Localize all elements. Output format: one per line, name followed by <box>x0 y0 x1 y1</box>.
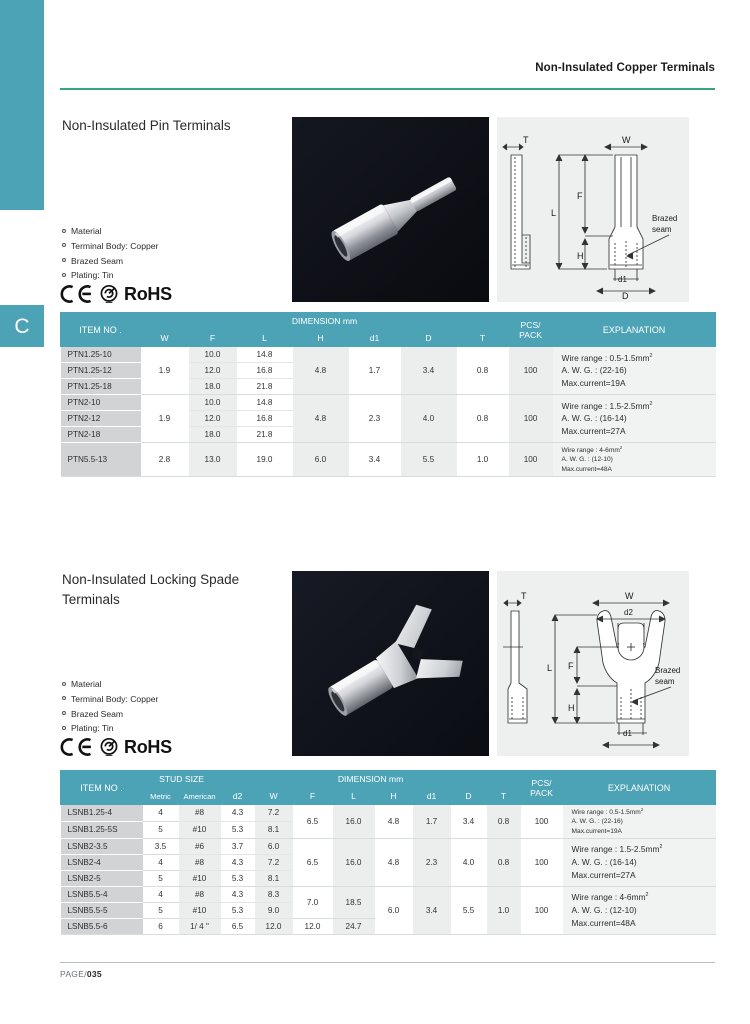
drawing-label-D: D <box>622 291 629 301</box>
expl-line1: Wire range : 1.5-2.5mm <box>561 400 650 411</box>
cell-item: LSNB2-4 <box>61 854 143 870</box>
list-item <box>62 254 158 269</box>
cell-item: LSNB1.25-4 <box>61 805 143 822</box>
drawing-label-L: L <box>551 208 557 218</box>
cell-D: 4.0 <box>401 395 457 443</box>
cell-metric: 5 <box>143 870 179 886</box>
cell-F: 12.0 <box>293 918 333 934</box>
expl-line1: Wire range : 0.5-1.5mm <box>561 352 650 363</box>
col-L: L <box>237 330 293 347</box>
col-group-dimension: DIMENSION mm <box>141 313 509 330</box>
drawing-label-W: W <box>622 135 631 145</box>
rohs-label: RoHS <box>124 284 172 304</box>
material-text: Brazed Seam <box>71 255 124 266</box>
col-pcs-pack <box>509 313 553 347</box>
col-D: D <box>401 330 457 347</box>
expl-line3: Max.current=19A <box>571 827 622 835</box>
bullet-icon <box>62 711 66 715</box>
cell-item: PTN5.5-13 <box>61 443 141 477</box>
cell-T: 0.8 <box>457 347 509 395</box>
cell-american: #10 <box>179 902 221 918</box>
col-pcs-line2: PACK <box>519 329 542 340</box>
cell-d1: 1.7 <box>413 805 451 839</box>
bullet-icon <box>62 696 66 700</box>
footer-divider <box>60 962 715 963</box>
certification-marks <box>60 736 172 758</box>
col-d1: d1 <box>413 788 451 805</box>
product-photo <box>292 117 489 302</box>
cell-metric: 4 <box>143 805 179 822</box>
certification-marks <box>60 283 172 305</box>
bullet-icon <box>62 726 66 730</box>
page-header <box>60 62 715 74</box>
cell-d2: 4.3 <box>221 805 255 822</box>
list-item <box>62 224 158 239</box>
col-d1: d1 <box>349 330 401 347</box>
drawing-callout-brazed-seam-line2: seam <box>652 225 672 234</box>
cell-american: #8 <box>179 854 221 870</box>
col-d2: d2 <box>221 788 255 805</box>
ce-icon <box>60 737 94 757</box>
cell-d2: 4.3 <box>221 854 255 870</box>
cell-pcs: 100 <box>521 805 563 839</box>
cell-T: 1.0 <box>487 886 521 934</box>
cell-item: LSNB1.25-5S <box>61 821 143 838</box>
cell-d1: 2.3 <box>413 838 451 886</box>
col-pcs-pack <box>521 771 563 805</box>
rohs-label: RoHS <box>124 737 172 757</box>
technical-drawing <box>497 117 689 302</box>
cell-item: LSNB5.5-4 <box>61 886 143 902</box>
cell-L: 16.0 <box>333 805 375 839</box>
expl-line3: Max.current=48A <box>571 917 636 928</box>
pin-terminal-photo-render <box>292 117 489 302</box>
cell-L: 14.8 <box>237 347 293 363</box>
cell-W: 9.0 <box>255 902 293 918</box>
table-header-row <box>61 771 716 788</box>
cell-american: #6 <box>179 838 221 854</box>
footer-label: PAGE/ <box>60 969 87 979</box>
cell-d1: 1.7 <box>349 347 401 395</box>
cell-american: #8 <box>179 886 221 902</box>
col-L: L <box>333 788 375 805</box>
col-F: F <box>189 330 237 347</box>
drawing-label-T: T <box>523 135 529 145</box>
cell-item: LSNB2-5 <box>61 870 143 886</box>
cell-pcs: 100 <box>521 838 563 886</box>
drawing-label-d1: d1 <box>623 729 632 738</box>
drawing-callout-brazed-seam-line1: Brazed <box>655 666 681 675</box>
rohs-compliance-icon <box>99 737 119 757</box>
cell-H: 4.8 <box>375 838 413 886</box>
cell-american: #8 <box>179 805 221 822</box>
material-text: Brazed Seam <box>71 708 124 719</box>
cell-W: 1.9 <box>141 395 189 443</box>
cell-D: 3.4 <box>451 805 487 839</box>
expl-line2: A. W. G. : (12-10) <box>561 456 613 464</box>
drawing-callout-brazed-seam-line1: Brazed <box>652 214 678 223</box>
cell-F: 13.0 <box>189 443 237 477</box>
bullet-icon <box>62 682 66 686</box>
cell-metric: 5 <box>143 821 179 838</box>
col-pcs-line1: PCS/ <box>531 777 552 788</box>
col-pcs-line2: PACK <box>530 787 553 798</box>
spec-table-pin-terminals <box>60 312 716 477</box>
cell-F: 7.0 <box>293 886 333 918</box>
cell-T: 0.8 <box>487 838 521 886</box>
cell-american: 1/ 4 " <box>179 918 221 934</box>
col-W: W <box>255 788 293 805</box>
cell-d2: 4.3 <box>221 886 255 902</box>
cell-explanation: Wire range : $4-6mm^2$ A. W. G. : (12-10) Max.current=48A <box>563 886 716 934</box>
col-metric: Metric <box>143 788 179 805</box>
table-row <box>61 838 716 854</box>
cell-item: PTN2-18 <box>61 427 141 443</box>
pin-terminal-dimension-drawing <box>497 117 689 302</box>
cell-D: 3.4 <box>401 347 457 395</box>
bullet-icon <box>62 273 66 277</box>
header-divider <box>60 88 715 90</box>
cell-L: 18.5 <box>333 886 375 918</box>
cell-pcs: 100 <box>509 395 553 443</box>
bullet-icon <box>62 258 66 262</box>
page-header-title: Non-Insulated Copper Terminals <box>535 62 715 74</box>
product-photo <box>292 571 489 756</box>
cell-item: LSNB5.5-5 <box>61 902 143 918</box>
drawing-callout-brazed-seam-line2: seam <box>655 677 675 686</box>
cell-explanation: Wire range : $1.5-2.5mm^2$ A. W. G. : (16-14) Max.current=27A <box>563 838 716 886</box>
bullet-icon <box>62 229 66 233</box>
sidebar-tab-letter: C <box>14 314 30 338</box>
material-text: Terminal Body: Copper <box>71 240 159 251</box>
cell-item: PTN2-12 <box>61 411 141 427</box>
sidebar-accent-bar <box>0 0 44 210</box>
cell-pcs: 100 <box>509 443 553 477</box>
section-title: Non-Insulated Pin Terminals <box>62 118 231 133</box>
material-text: Material <box>71 226 102 236</box>
cell-L: 21.8 <box>237 379 293 395</box>
cell-american: #10 <box>179 870 221 886</box>
table-header-row <box>61 313 716 330</box>
cell-d2: 5.3 <box>221 821 255 838</box>
cell-W: 8.1 <box>255 870 293 886</box>
expl-line2: A. W. G. : (22-16) <box>561 365 627 376</box>
cell-F: 18.0 <box>189 379 237 395</box>
cell-D: 4.0 <box>451 838 487 886</box>
col-item-no: ITEM NO . <box>61 313 141 347</box>
cell-d1: 3.4 <box>349 443 401 477</box>
cell-item: PTN2-10 <box>61 395 141 411</box>
cell-W: 12.0 <box>255 918 293 934</box>
ce-icon <box>60 284 94 304</box>
cell-W: 8.1 <box>255 821 293 838</box>
list-item <box>62 677 158 692</box>
expl-line3: Max.current=19A <box>561 377 626 388</box>
cell-D: 5.5 <box>401 443 457 477</box>
cell-F: 6.5 <box>293 838 333 886</box>
col-explanation: EXPLANATION <box>553 313 716 347</box>
cell-d1: 2.3 <box>349 395 401 443</box>
cell-W: 1.9 <box>141 347 189 395</box>
cell-L: 19.0 <box>237 443 293 477</box>
drawing-label-d1: d1 <box>618 275 627 284</box>
col-item-no: ITEM NO . <box>61 771 143 805</box>
col-group-stud-size: STUD SIZE <box>143 771 221 788</box>
cell-H: 4.8 <box>375 805 413 839</box>
material-text: Plating: Tin <box>71 270 114 281</box>
rohs-compliance-icon <box>99 284 119 304</box>
cell-d2: 3.7 <box>221 838 255 854</box>
expl-line3: Max.current=27A <box>571 869 636 880</box>
col-T: T <box>487 788 521 805</box>
cell-L: 16.8 <box>237 411 293 427</box>
cell-metric: 6 <box>143 918 179 934</box>
cell-explanation: Wire range : $0.5-1.5mm^2$ A. W. G. : (22-16) Max.current=19A <box>563 805 716 839</box>
cell-pcs: 100 <box>521 886 563 934</box>
spade-terminal-dimension-drawing <box>497 571 689 756</box>
table-row <box>61 347 716 363</box>
cell-d1: 3.4 <box>413 886 451 934</box>
cell-F: 6.5 <box>293 805 333 839</box>
technical-drawing <box>497 571 689 756</box>
col-H: H <box>293 330 349 347</box>
cell-T: 0.8 <box>487 805 521 839</box>
material-text: Plating: Tin <box>71 723 114 734</box>
cell-F: 12.0 <box>189 411 237 427</box>
cell-T: 1.0 <box>457 443 509 477</box>
col-D: D <box>451 788 487 805</box>
cell-F: 18.0 <box>189 427 237 443</box>
drawing-label-F: F <box>577 191 583 201</box>
table-row <box>61 805 716 822</box>
list-item <box>62 692 158 707</box>
cell-item: LSNB2-3.5 <box>61 838 143 854</box>
expl-line2: A. W. G. : (22-16) <box>571 818 623 826</box>
drawing-label-H: H <box>577 251 584 261</box>
expl-line1: Wire range : 1.5-2.5mm <box>571 844 660 855</box>
cell-metric: 5 <box>143 902 179 918</box>
list-item <box>62 707 158 722</box>
table-row <box>61 443 716 477</box>
cell-L: 24.7 <box>333 918 375 934</box>
col-explanation: EXPLANATION <box>563 771 716 805</box>
cell-H: 4.8 <box>293 347 349 395</box>
cell-L: 16.0 <box>333 838 375 886</box>
material-list <box>62 224 158 283</box>
cell-D: 5.5 <box>451 886 487 934</box>
cell-F: 10.0 <box>189 347 237 363</box>
cell-W: 8.3 <box>255 886 293 902</box>
expl-line2: A. W. G. : (12-10) <box>571 905 637 916</box>
footer-page-number: 035 <box>86 969 102 979</box>
cell-T: 0.8 <box>457 395 509 443</box>
cell-explanation: Wire range : $0.5-1.5mm^2$ A. W. G. : (22-16) Max.current=19A <box>553 347 716 395</box>
cell-L: 14.8 <box>237 395 293 411</box>
expl-line2: A. W. G. : (16-14) <box>561 413 627 424</box>
page-footer <box>60 969 102 979</box>
drawing-label-L: L <box>547 663 553 673</box>
cell-H: 6.0 <box>293 443 349 477</box>
cell-L: 21.8 <box>237 427 293 443</box>
drawing-label-W: W <box>625 591 634 601</box>
cell-L: 16.8 <box>237 363 293 379</box>
cell-H: 4.8 <box>293 395 349 443</box>
col-W: W <box>141 330 189 347</box>
cell-F: 10.0 <box>189 395 237 411</box>
expl-line1: Wire range : 0.5-1.5mm <box>571 809 641 817</box>
cell-W: 6.0 <box>255 838 293 854</box>
expl-line2: A. W. G. : (16-14) <box>571 857 637 868</box>
material-list <box>62 677 158 736</box>
cell-metric: 3.5 <box>143 838 179 854</box>
expl-line3: Max.current=27A <box>561 425 626 436</box>
cell-item: PTN1.25-18 <box>61 379 141 395</box>
cell-american: #10 <box>179 821 221 838</box>
cell-item: LSNB5.5-6 <box>61 918 143 934</box>
cell-item: PTN1.25-10 <box>61 347 141 363</box>
list-item <box>62 268 158 283</box>
expl-line1: Wire range : 4-6mm <box>571 892 646 903</box>
cell-pcs: 100 <box>509 347 553 395</box>
col-pcs-line1: PCS/ <box>520 319 541 330</box>
drawing-label-H: H <box>568 703 575 713</box>
sidebar-section-tab[interactable] <box>0 305 44 347</box>
cell-explanation: Wire range : $4-6mm^2$ A. W. G. : (12-10) Max.current=48A <box>553 443 716 477</box>
cell-F: 12.0 <box>189 363 237 379</box>
drawing-label-F: F <box>568 661 574 671</box>
cell-metric: 4 <box>143 886 179 902</box>
spec-table-locking-spade-terminals <box>60 770 716 935</box>
spade-terminal-photo-render <box>292 571 489 756</box>
cell-H: 6.0 <box>375 886 413 934</box>
cell-d2: 5.3 <box>221 902 255 918</box>
cell-explanation: Wire range : $1.5-2.5mm^2$ A. W. G. : (16-14) Max.current=27A <box>553 395 716 443</box>
material-text: Material <box>71 679 102 689</box>
list-item <box>62 239 158 254</box>
cell-W: 2.8 <box>141 443 189 477</box>
cell-W: 7.2 <box>255 805 293 822</box>
cell-item: PTN1.25-12 <box>61 363 141 379</box>
col-H: H <box>375 788 413 805</box>
material-text: Terminal Body: Copper <box>71 693 159 704</box>
expl-line1: Wire range : 4-6mm <box>561 447 620 455</box>
cell-W: 7.2 <box>255 854 293 870</box>
drawing-label-d2: d2 <box>624 608 633 617</box>
bullet-icon <box>62 243 66 247</box>
table-row <box>61 886 716 902</box>
col-american: American <box>179 788 221 805</box>
table-row <box>61 395 716 411</box>
list-item <box>62 721 158 736</box>
cell-d2: 6.5 <box>221 918 255 934</box>
section-title: Non-Insulated Locking Spade Terminals <box>62 572 240 607</box>
col-T: T <box>457 330 509 347</box>
cell-metric: 4 <box>143 854 179 870</box>
cell-d2: 5.3 <box>221 870 255 886</box>
expl-line3: Max.current=48A <box>561 465 612 473</box>
col-F: F <box>293 788 333 805</box>
drawing-label-T: T <box>521 591 527 601</box>
col-group-dimension: DIMENSION mm <box>221 771 521 788</box>
